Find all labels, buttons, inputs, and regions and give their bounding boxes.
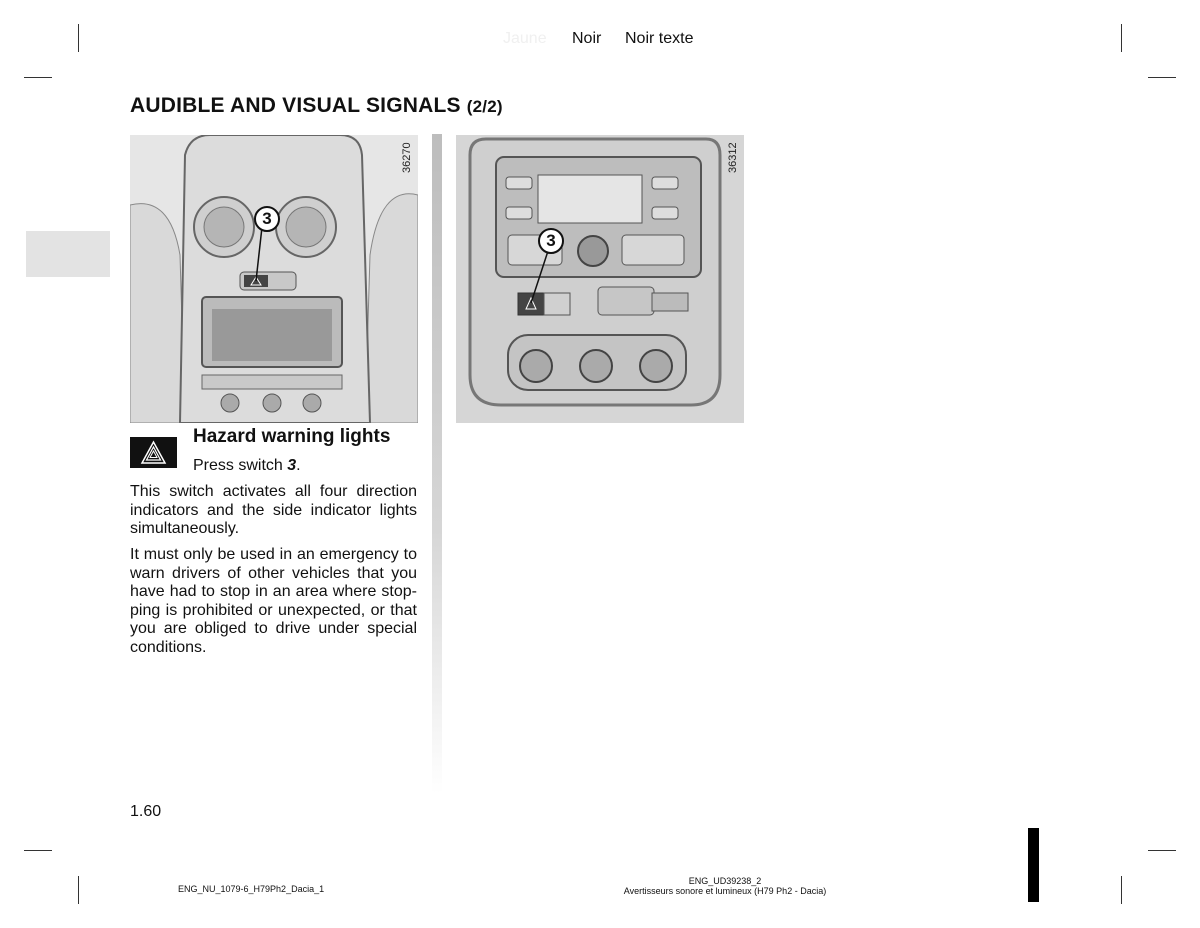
radio-console-illustration: [456, 135, 744, 423]
figure-dashboard: [130, 135, 418, 423]
section-heading: Hazard warning lights: [193, 426, 391, 447]
hazard-triangle-icon: [130, 437, 177, 468]
figure-radio-console: [456, 135, 744, 423]
color-mark-noir: Noir: [572, 30, 602, 47]
figure-code: 36312: [727, 142, 739, 173]
crop-mark: [24, 77, 52, 78]
page-title: [130, 94, 503, 118]
thumb-index-bar: [1028, 828, 1039, 902]
chapter-tab: [26, 231, 110, 277]
crop-mark: [78, 876, 79, 904]
footer-reference-right: [610, 876, 840, 896]
crop-mark: [78, 24, 79, 52]
crop-mark: [1121, 24, 1122, 52]
crop-mark: [1121, 876, 1122, 904]
instruction-text: [193, 457, 301, 475]
crop-mark: [1148, 850, 1176, 851]
dashboard-console-illustration: [130, 135, 418, 423]
footer-description: Avertisseurs sonore et lumineux (H79 Ph2 - Dacia): [623, 886, 827, 896]
crop-mark: [1148, 77, 1176, 78]
hazard-symbol-box: [130, 437, 177, 468]
column-divider: [432, 134, 442, 794]
switch-reference: 3: [287, 457, 297, 474]
footer-code: ENG_UD39238_2: [688, 876, 762, 886]
figure-callout: 3: [538, 228, 564, 254]
color-mark-noir-texte: Noir texte: [625, 30, 694, 47]
page-title-text: AUDIBLE AND VISUAL SIGNALS: [130, 94, 461, 117]
instruction-prefix: Press switch: [193, 457, 288, 474]
footer-reference-left: ENG_NU_1079-6_H79Ph2_Dacia_1: [178, 884, 325, 894]
crop-mark: [24, 850, 52, 851]
paragraph: This switch activates all four direction indicators and the side indicator lights simultaneously.: [130, 483, 417, 537]
color-mark-jaune: Jaune: [503, 30, 547, 47]
figure-callout: 3: [254, 206, 280, 232]
figure-code: 36270: [401, 142, 413, 173]
page-number: 1.60: [130, 803, 162, 820]
instruction-suffix: .: [296, 457, 301, 474]
page-title-suffix: (2/2): [466, 97, 503, 116]
paragraph: It must only be used in an emergency to warn drivers of other vehicles that you have had to stop in an area where stop-ping is prohibited or unexpected, or that you are obliged to drive under special conditions.: [130, 546, 417, 656]
